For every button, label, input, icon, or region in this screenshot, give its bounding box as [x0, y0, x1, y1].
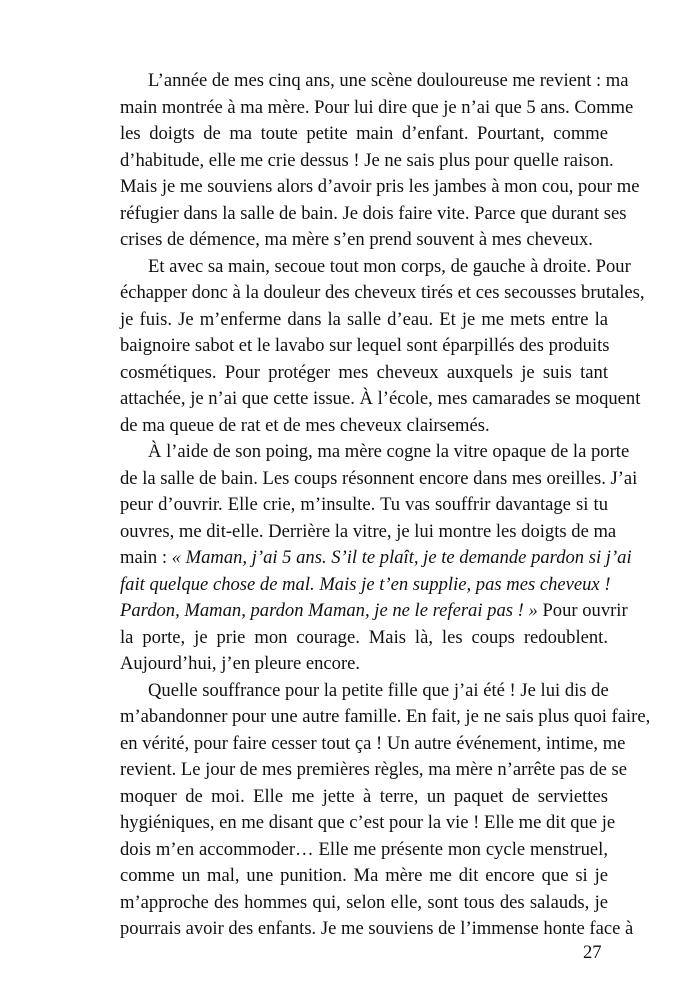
italic-quote: Pardon, Maman, pardon Maman, je ne le referai pas ! »: [120, 600, 538, 621]
text-segment: Mais je me souviens alors d’avoir pris les jambes à mon cou, pour me: [120, 176, 640, 197]
text-line: [120, 704, 651, 731]
text-line: [120, 572, 611, 599]
text-segment: la porte, je prie mon courage. Mais là, les coups redoublent.: [120, 626, 608, 648]
text-segment: comme un mal, une punition. Ma mère me dit encore que si je: [120, 865, 608, 886]
text-line: [120, 810, 616, 837]
text-line: [120, 307, 608, 334]
paragraph: [120, 678, 651, 943]
text-segment: m’abandonner pour une autre famille. En fait, je ne sais plus quoi faire,: [120, 706, 651, 727]
text-line: [120, 784, 608, 811]
text-segment: À l’aide de son poing, ma mère cogne la vitre opaque de la porte: [148, 441, 630, 462]
text-segment: les doigts de ma toute petite main d’enfant. Pourtant, comme: [120, 123, 608, 144]
text-line: [120, 598, 628, 625]
text-segment: hygiéniques, en me disant que c’est pour la vie ! Elle me dit que je: [120, 812, 616, 833]
text-segment: Aujourd’hui, j’en pleure encore.: [120, 653, 361, 674]
text-segment: main montrée à ma mère. Pour lui dire que je n’ai que 5 ans. Comme: [120, 96, 634, 118]
text-segment: pourrais avoir des enfants. Je me souviens de l’immense honte face à: [120, 918, 634, 939]
text-segment: de ma queue de rat et de mes cheveux clairsemés.: [120, 414, 490, 436]
text-line: [120, 121, 608, 148]
text-segment: de la salle de bain. Les coups résonnent encore dans mes oreilles. J’ai: [120, 467, 638, 489]
text-line: [120, 519, 617, 546]
italic-quote: « Maman, j’ai 5 ans. S’il te plaît, je te demande pardon si j’ai: [171, 547, 632, 568]
text-line: [120, 254, 631, 281]
text-line: [120, 545, 632, 572]
text-line: [120, 333, 608, 360]
text-line: [120, 280, 645, 307]
text-segment: revient. Le jour de mes premières règles, ma mère n’arrête pas de se: [120, 759, 627, 780]
paragraph: [120, 254, 645, 440]
text-line: [120, 68, 629, 95]
text-segment: réfugier dans la salle de bain. Je dois faire vite. Parce que durant ses: [120, 202, 627, 224]
body-text: [120, 68, 651, 943]
text-line: [120, 651, 608, 678]
text-line: [120, 625, 608, 652]
text-segment: attachée, je n’ai que cette issue. À l’école, mes camarades se moquent: [120, 388, 641, 409]
text-line: [120, 413, 608, 440]
text-line: [120, 837, 608, 864]
text-segment: dois m’en accommoder… Elle me présente mon cycle menstruel,: [120, 838, 608, 860]
text-segment: échapper donc à la douleur des cheveux tirés et ces secousses brutales,: [120, 282, 645, 303]
text-line: [120, 360, 608, 387]
text-line: [120, 916, 634, 943]
text-segment: Et avec sa main, secoue tout mon corps, de gauche à droite. Pour: [148, 255, 631, 277]
text-segment: Quelle souffrance pour la petite fille que j’ai été ! Je lui dis de: [148, 679, 609, 701]
text-segment: L’année de mes cinq ans, une scène douloureuse me revient : ma: [148, 70, 629, 91]
text-segment: m’approche des hommes qui, selon elle, sont tous des salauds, je: [120, 891, 608, 913]
text-line: [120, 439, 630, 466]
text-segment: crises de démence, ma mère s’en prend souvent à mes cheveux.: [120, 229, 593, 250]
text-line: [120, 466, 638, 493]
text-line: [120, 95, 634, 122]
text-line: [120, 492, 608, 519]
text-line: [120, 678, 608, 705]
text-line: [120, 174, 640, 201]
text-segment: ouvres, me dit-elle. Derrière la vitre, je lui montre les doigts de ma: [120, 520, 617, 542]
paragraph: [120, 439, 638, 678]
page-number: 27: [583, 942, 602, 963]
text-segment: je fuis. Je m’enferme dans la salle d’eau. Et je me mets entre la: [120, 308, 608, 330]
text-segment: moquer de moi. Elle me jette à terre, un paquet de serviettes: [120, 785, 608, 807]
text-line: [120, 148, 614, 175]
text-line: [120, 386, 641, 413]
text-segment: d’habitude, elle me crie dessus ! Je ne sais plus pour quelle raison.: [120, 149, 614, 171]
text-line: [120, 863, 608, 890]
text-segment: main :: [120, 547, 172, 568]
text-line: [120, 890, 608, 917]
paragraph: [120, 68, 640, 254]
text-line: [120, 731, 626, 758]
text-segment: cosmétiques. Pour protéger mes cheveux auxquels je suis tant: [120, 361, 608, 383]
text-segment: baignoire sabot et le lavabo sur lequel sont éparpillés des produits: [120, 335, 610, 356]
italic-quote: fait quelque chose de mal. Mais je t’en supplie, pas mes cheveux !: [120, 573, 611, 595]
text-line: [120, 227, 608, 254]
text-line: [120, 757, 627, 784]
text-segment: peur d’ouvrir. Elle crie, m’insulte. Tu vas souffrir davantage si tu: [120, 494, 608, 515]
text-line: [120, 201, 627, 228]
text-segment: Pour ouvrir: [537, 600, 628, 621]
text-segment: en vérité, pour faire cesser tout ça ! Un autre événement, intime, me: [120, 732, 626, 754]
